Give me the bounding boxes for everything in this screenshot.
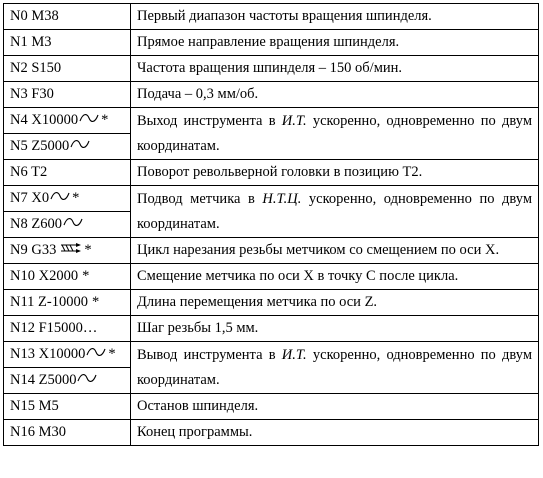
block-code: N0 M38	[4, 4, 131, 30]
table-row	[4, 56, 539, 82]
reference-point-label: Н.Т.Ц.	[262, 191, 302, 207]
block-code-cell	[4, 212, 131, 238]
block-code-cell	[4, 264, 131, 290]
table-row	[4, 420, 539, 446]
table-row	[4, 394, 539, 420]
table-row	[4, 4, 539, 30]
block-description: Шаг резьбы 1,5 мм.	[131, 316, 539, 342]
block-code-cell	[4, 238, 131, 264]
asterisk-mark: *	[101, 111, 109, 128]
block-code: N11 Z-10000	[10, 294, 88, 310]
block-description: Вывод инструмента в И.Т. ускоренно, одновременно по двум координатам.	[131, 342, 539, 394]
block-description: Поворот револьверной головки в позицию T2.	[131, 160, 539, 186]
program-table	[3, 3, 539, 446]
block-code-cell	[4, 108, 131, 134]
block-code: N1 M3	[4, 30, 131, 56]
asterisk-mark: *	[82, 268, 90, 284]
block-code: N3 F30	[4, 82, 131, 108]
block-description: Цикл нарезания резьбы метчиком со смещением по оси X.	[131, 238, 539, 264]
block-code: N14 Z5000	[10, 371, 77, 388]
block-description: Выход инструмента в И.Т. ускоренно, одновременно по двум координатам.	[131, 108, 539, 160]
block-code: N13 X10000	[10, 345, 86, 362]
block-code: N2 S150	[4, 56, 131, 82]
block-code: N4 X10000	[10, 111, 79, 128]
rapid-traverse-icon	[70, 138, 90, 155]
rapid-traverse-icon	[79, 112, 99, 129]
block-description: Подвод метчика в Н.Т.Ц. ускоренно, одновременно по двум координатам.	[131, 186, 539, 238]
table-row	[4, 30, 539, 56]
table-row	[4, 238, 539, 264]
table-row	[4, 342, 539, 368]
block-description: Останов шпинделя.	[131, 394, 539, 420]
table-row	[4, 160, 539, 186]
block-code: N5 Z5000	[10, 137, 70, 154]
block-code-cell	[4, 134, 131, 160]
block-code: N16 M30	[4, 420, 131, 446]
block-code: N8 Z600	[10, 215, 62, 232]
rapid-traverse-icon	[50, 190, 70, 207]
reference-point-label: И.Т.	[281, 113, 307, 129]
table-row	[4, 264, 539, 290]
rapid-traverse-icon	[63, 216, 83, 233]
reference-point-label: И.Т.	[281, 347, 307, 363]
block-code: N10 X2000	[10, 268, 79, 284]
block-code: N15 M5	[4, 394, 131, 420]
block-description: Смещение метчика по оси X в точку С после цикла.	[131, 264, 539, 290]
block-description: Длина перемещения метчика по оси Z.	[131, 290, 539, 316]
block-code-cell	[4, 368, 131, 394]
rapid-traverse-icon	[86, 346, 106, 363]
block-code: N9 G33	[10, 241, 57, 258]
table-row	[4, 186, 539, 212]
asterisk-mark: *	[84, 241, 92, 258]
table-row	[4, 290, 539, 316]
table-row	[4, 108, 539, 134]
table-row	[4, 82, 539, 108]
block-code-cell	[4, 186, 131, 212]
block-code-cell	[4, 290, 131, 316]
rapid-traverse-icon	[77, 372, 97, 389]
asterisk-mark: *	[92, 294, 100, 310]
block-code: N12 F15000…	[4, 316, 131, 342]
block-code: N6 T2	[4, 160, 131, 186]
block-description: Прямое направление вращения шпинделя.	[131, 30, 539, 56]
block-description: Конец программы.	[131, 420, 539, 446]
block-description: Первый диапазон частоты вращения шпинделя.	[131, 4, 539, 30]
block-code: N7 X0	[10, 189, 50, 206]
block-description: Подача – 0,3 мм/об.	[131, 82, 539, 108]
asterisk-mark: *	[108, 345, 116, 362]
block-description: Частота вращения шпинделя – 150 об/мин.	[131, 56, 539, 82]
block-code-cell	[4, 342, 131, 368]
threading-cycle-icon	[60, 242, 82, 259]
table-row	[4, 316, 539, 342]
asterisk-mark: *	[72, 189, 80, 206]
